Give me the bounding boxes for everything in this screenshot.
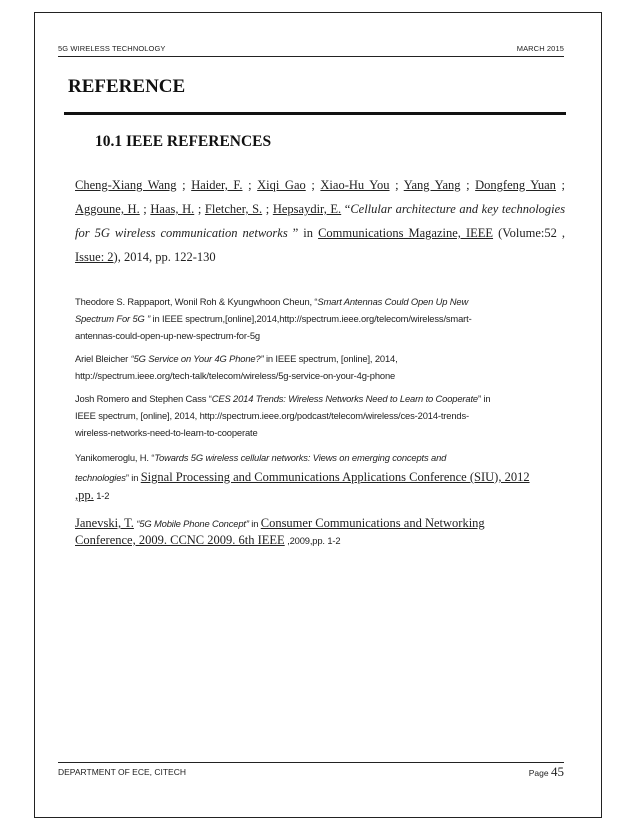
page-number-group: Page 45 — [528, 764, 564, 779]
ref-2-line-1: Ariel Bleicher “5G Service on Your 4G Phone?” in IEEE spectrum, [online], 2014, — [75, 353, 398, 364]
ieee-ref-line-2: Aggoune, H. ; Haas, H. ; Fletcher, S. ; Hepsaydir, E. “Cellular architecture and key technologies — [75, 202, 566, 216]
conference-link[interactable]: Signal Processing and Communications Applications Conference (SIU), 2012 — [140, 470, 530, 484]
header-rule — [58, 56, 564, 57]
footer-left: DEPARTMENT OF ECE, CITECH — [58, 767, 186, 777]
ref-5-line-2: Conference, 2009. CCNC 2009. 6th IEEE ,2009,pp. 1-2 — [75, 533, 341, 547]
author-link[interactable]: Fletcher, S. — [204, 202, 263, 216]
header-right: MARCH 2015 — [516, 44, 564, 53]
author-link[interactable]: Aggoune, H. — [75, 202, 140, 216]
section-title: 10.1 IEEE REFERENCES — [95, 133, 272, 150]
ref-2-line-2: http://spectrum.ieee.org/tech-talk/telecom/wireless/5g-service-on-your-4g-phone — [75, 370, 396, 381]
ref-4-line-2: technologies” in Signal Processing and Communications Applications Conference (SIU), 2012 — [75, 470, 530, 484]
pages-link[interactable]: ,pp. — [75, 488, 94, 502]
author-link[interactable]: Yang Yang — [403, 178, 461, 192]
conference-link-cont[interactable]: Conference, 2009. CCNC 2009. 6th IEEE — [75, 533, 285, 547]
ieee-ref-line-3: for 5G wireless communication networks ” in Communications Magazine, IEEE (Volume:52 , — [75, 226, 566, 240]
ref-4-line-1: Yanikomeroglu, H. “Towards 5G wireless cellular networks: Views on emerging concepts and — [75, 452, 447, 463]
page-number: 45 — [551, 764, 564, 779]
footer-rule — [58, 762, 564, 763]
author-link[interactable]: Dongfeng Yuan — [475, 178, 556, 192]
title-rule — [64, 112, 566, 115]
article-title: Cellular architecture and key technologies — [350, 202, 566, 216]
conference-link[interactable]: Consumer Communications and Networking — [260, 516, 485, 530]
author-link[interactable]: Cheng-Xiang Wang — [75, 178, 177, 192]
ref-5-line-1: Janevski, T. “5G Mobile Phone Concept” in Consumer Communications and Networking — [75, 516, 485, 530]
ref-1-line-3: antennas-could-open-up-new-spectrum-for-5g — [75, 330, 260, 341]
ref-4-line-3: ,pp. 1-2 — [75, 488, 110, 502]
header-left: 5G WIRELESS TECHNOLOGY — [58, 44, 166, 53]
article-title-cont: for 5G wireless communication networks — [75, 226, 288, 240]
ref-1-line-2: Spectrum For 5G ” in IEEE spectrum,[online],2014,http://spectrum.ieee.org/telecom/wireless/smart- — [75, 313, 472, 324]
author-link[interactable]: Xiao-Hu You — [320, 178, 390, 192]
page-footer — [58, 764, 564, 779]
issue-link[interactable]: Issue: 2 — [75, 250, 114, 264]
ieee-ref-line-4: Issue: 2), 2014, pp. 122-130 — [75, 250, 216, 264]
page-title: REFERENCE — [68, 76, 186, 97]
ref-1-line-1: Theodore S. Rappaport, Wonil Roh & Kyungwhoon Cheun, “Smart Antennas Could Open Up New — [75, 296, 469, 307]
ref-3-line-1: Josh Romero and Stephen Cass “CES 2014 Trends: Wireless Networks Need to Learn to Cooperate” in — [75, 393, 491, 404]
ref-3-line-3: wireless-networks-need-to-learn-to-cooperate — [75, 427, 258, 438]
ieee-ref-line-1: Cheng-Xiang Wang ; Haider, F. ; Xiqi Gao ; Xiao-Hu You ; Yang Yang ; Dongfeng Yuan ; — [75, 178, 565, 192]
author-link[interactable]: Janevski, T. — [75, 516, 134, 530]
author-link[interactable]: Haider, F. — [191, 178, 243, 192]
author-link[interactable]: Hepsaydir, E. — [272, 202, 342, 216]
journal-link[interactable]: Communications Magazine, IEEE — [318, 226, 494, 240]
author-link[interactable]: Haas, H. — [150, 202, 195, 216]
ref-3-line-2: IEEE spectrum, [online], 2014, http://spectrum.ieee.org/podcast/telecom/wireless/ces-2014-trends- — [75, 410, 469, 421]
author-link[interactable]: Xiqi Gao — [257, 178, 306, 192]
